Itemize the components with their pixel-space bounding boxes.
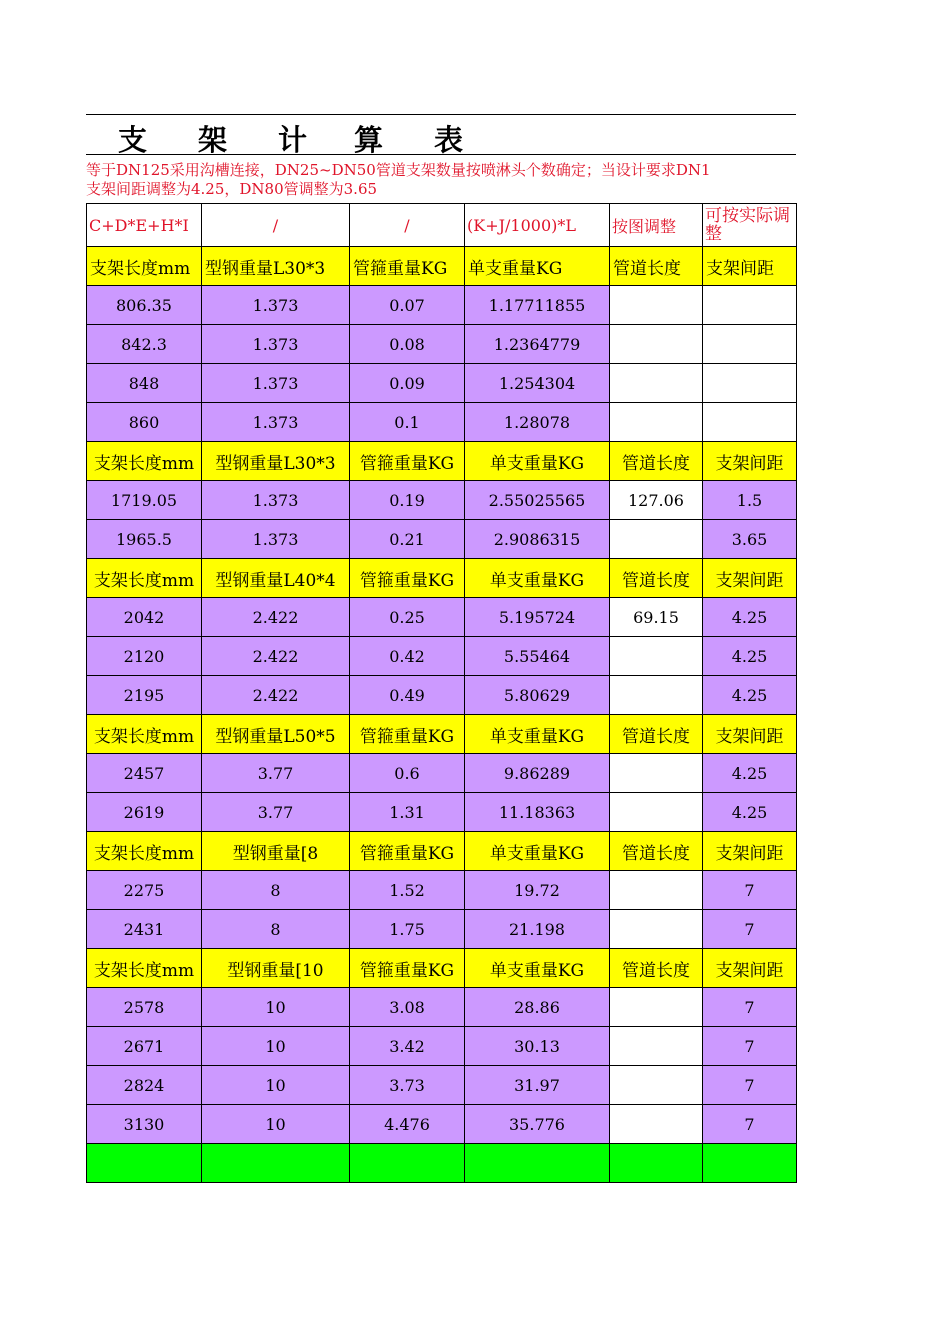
table-cell[interactable]: 4.25 xyxy=(703,637,797,676)
page-title xyxy=(86,116,796,157)
table-cell[interactable]: 0.08 xyxy=(350,325,465,364)
title-char: 架 xyxy=(198,123,228,157)
table-row xyxy=(87,364,797,403)
table-cell[interactable]: 1.75 xyxy=(350,910,465,949)
section-header-row xyxy=(87,715,797,754)
table-cell[interactable]: 35.776 xyxy=(465,1105,610,1144)
table-cell[interactable] xyxy=(610,364,703,403)
table-row xyxy=(87,910,797,949)
table-cell[interactable] xyxy=(610,754,703,793)
table-cell[interactable] xyxy=(610,403,703,442)
table-cell[interactable]: 5.195724 xyxy=(465,598,610,637)
table-cell[interactable]: 1.5 xyxy=(703,481,797,520)
table-cell[interactable]: 2578 xyxy=(87,988,202,1027)
header-cell[interactable]: 管道长度 xyxy=(610,247,703,286)
formula-cell[interactable]: (K+J/1000)*L xyxy=(465,204,610,247)
table-cell[interactable] xyxy=(610,1027,703,1066)
header-cell[interactable]: 支架间距 xyxy=(703,832,797,871)
table-cell[interactable]: 0.25 xyxy=(350,598,465,637)
formula-row xyxy=(87,204,797,247)
table-cell[interactable]: 848 xyxy=(87,364,202,403)
table-cell[interactable]: 2.9086315 xyxy=(465,520,610,559)
table-cell[interactable] xyxy=(610,1105,703,1144)
formula-cell[interactable]: 按图调整 xyxy=(610,204,703,247)
table-cell[interactable]: 7 xyxy=(703,988,797,1027)
table-cell[interactable]: 2.55025565 xyxy=(465,481,610,520)
table-row xyxy=(87,598,797,637)
table-cell[interactable] xyxy=(610,520,703,559)
header-cell[interactable]: 管箍重量KG xyxy=(350,949,465,988)
title-char: 算 xyxy=(354,123,384,157)
table-cell[interactable]: 7 xyxy=(703,1105,797,1144)
table-cell[interactable]: 860 xyxy=(87,403,202,442)
title-border-top xyxy=(86,114,796,115)
table-cell[interactable]: 4.25 xyxy=(703,793,797,832)
table-cell[interactable]: 0.21 xyxy=(350,520,465,559)
table-cell[interactable]: 2671 xyxy=(87,1027,202,1066)
header-cell[interactable]: 支架间距 xyxy=(703,559,797,598)
table-cell[interactable]: 69.15 xyxy=(610,598,703,637)
table-cell[interactable]: 2120 xyxy=(87,637,202,676)
total-cell[interactable] xyxy=(465,1144,610,1183)
table-cell[interactable]: 5.55464 xyxy=(465,637,610,676)
table-row xyxy=(87,676,797,715)
table-cell[interactable]: 2619 xyxy=(87,793,202,832)
table-row xyxy=(87,1105,797,1144)
table-row xyxy=(87,325,797,364)
title-char: 支 xyxy=(118,123,148,157)
table-cell[interactable]: 28.86 xyxy=(465,988,610,1027)
header-cell[interactable]: 管箍重量KG xyxy=(350,715,465,754)
header-cell[interactable]: 管箍重量KG xyxy=(350,559,465,598)
table-cell[interactable]: 3130 xyxy=(87,1105,202,1144)
header-cell[interactable]: 管道长度 xyxy=(610,715,703,754)
table-cell[interactable]: 842.3 xyxy=(87,325,202,364)
header-cell[interactable]: 型钢重量L30*3 xyxy=(202,442,350,481)
total-cell[interactable] xyxy=(350,1144,465,1183)
table-cell[interactable]: 1.373 xyxy=(202,520,350,559)
section-header-row xyxy=(87,442,797,481)
formula-cell[interactable]: / xyxy=(350,204,465,247)
table-cell[interactable]: 9.86289 xyxy=(465,754,610,793)
table-cell[interactable]: 3.08 xyxy=(350,988,465,1027)
header-cell[interactable]: 支架长度mm xyxy=(87,949,202,988)
table-cell[interactable]: 10 xyxy=(202,1066,350,1105)
header-cell[interactable]: 管道长度 xyxy=(610,559,703,598)
table-cell[interactable]: 2.422 xyxy=(202,598,350,637)
table-cell[interactable]: 1.254304 xyxy=(465,364,610,403)
table-row xyxy=(87,988,797,1027)
table-cell[interactable]: 4.476 xyxy=(350,1105,465,1144)
table-cell[interactable] xyxy=(610,676,703,715)
table-cell[interactable]: 7 xyxy=(703,871,797,910)
table-row xyxy=(87,286,797,325)
section-header-row xyxy=(87,949,797,988)
table-cell[interactable]: 19.72 xyxy=(465,871,610,910)
table-cell[interactable]: 3.65 xyxy=(703,520,797,559)
table-cell[interactable]: 1.17711855 xyxy=(465,286,610,325)
header-cell[interactable]: 管箍重量KG xyxy=(350,832,465,871)
table-cell[interactable]: 1.52 xyxy=(350,871,465,910)
header-cell[interactable]: 单支重量KG xyxy=(465,949,610,988)
table-row xyxy=(87,754,797,793)
header-cell[interactable]: 型钢重量[10 xyxy=(202,949,350,988)
total-cell[interactable] xyxy=(87,1144,202,1183)
table-cell[interactable]: 4.25 xyxy=(703,598,797,637)
table-cell[interactable]: 3.77 xyxy=(202,754,350,793)
header-cell[interactable]: 型钢重量L50*5 xyxy=(202,715,350,754)
section-header-row xyxy=(87,559,797,598)
table-cell[interactable]: 3.77 xyxy=(202,793,350,832)
table-cell[interactable]: 2824 xyxy=(87,1066,202,1105)
header-cell[interactable]: 支架长度mm xyxy=(87,442,202,481)
total-row xyxy=(87,1144,797,1183)
table-cell[interactable]: 11.18363 xyxy=(465,793,610,832)
header-cell[interactable]: 管道长度 xyxy=(610,832,703,871)
table-cell[interactable] xyxy=(703,325,797,364)
table-cell[interactable]: 5.80629 xyxy=(465,676,610,715)
header-cell[interactable]: 单支重量KG xyxy=(465,247,610,286)
header-cell[interactable]: 支架间距 xyxy=(703,442,797,481)
table-cell[interactable]: 2.422 xyxy=(202,676,350,715)
table-cell[interactable]: 31.97 xyxy=(465,1066,610,1105)
table-cell[interactable]: 2.422 xyxy=(202,637,350,676)
header-cell[interactable]: 支架间距 xyxy=(703,715,797,754)
table-cell[interactable]: 806.35 xyxy=(87,286,202,325)
table-cell[interactable]: 30.13 xyxy=(465,1027,610,1066)
header-cell[interactable]: 单支重量KG xyxy=(465,832,610,871)
header-cell[interactable]: 型钢重量[8 xyxy=(202,832,350,871)
total-cell[interactable] xyxy=(202,1144,350,1183)
table-cell[interactable]: 10 xyxy=(202,988,350,1027)
table-cell[interactable] xyxy=(703,364,797,403)
table-row xyxy=(87,520,797,559)
title-char: 计 xyxy=(278,123,308,157)
table-cell[interactable]: 3.42 xyxy=(350,1027,465,1066)
table-cell[interactable]: 0.09 xyxy=(350,364,465,403)
bracket-calc-table xyxy=(86,203,797,1183)
table-cell[interactable]: 1965.5 xyxy=(87,520,202,559)
table-cell[interactable]: 1.2364779 xyxy=(465,325,610,364)
table-cell[interactable]: 1719.05 xyxy=(87,481,202,520)
title-char: 表 xyxy=(434,123,464,157)
table-cell[interactable]: 7 xyxy=(703,1066,797,1105)
table-cell[interactable] xyxy=(610,1066,703,1105)
table-cell[interactable]: 2195 xyxy=(87,676,202,715)
header-cell[interactable]: 支架长度mm xyxy=(87,832,202,871)
table-cell[interactable]: 10 xyxy=(202,1105,350,1144)
table-cell[interactable] xyxy=(610,286,703,325)
table-cell[interactable]: 0.1 xyxy=(350,403,465,442)
header-cell[interactable]: 型钢重量L40*4 xyxy=(202,559,350,598)
section-header-row xyxy=(87,247,797,286)
table-cell[interactable]: 1.373 xyxy=(202,364,350,403)
table-row xyxy=(87,871,797,910)
table-cell[interactable]: 127.06 xyxy=(610,481,703,520)
header-cell[interactable]: 型钢重量L30*3 xyxy=(202,247,350,286)
table-cell[interactable] xyxy=(703,286,797,325)
table-cell[interactable]: 3.73 xyxy=(350,1066,465,1105)
table-row xyxy=(87,1066,797,1105)
table-cell[interactable]: 8 xyxy=(202,910,350,949)
table-cell[interactable]: 8 xyxy=(202,871,350,910)
table-row xyxy=(87,637,797,676)
table-cell[interactable] xyxy=(703,403,797,442)
table-cell[interactable]: 1.373 xyxy=(202,286,350,325)
table-cell[interactable]: 2275 xyxy=(87,871,202,910)
table-cell[interactable] xyxy=(610,637,703,676)
table-cell[interactable]: 0.49 xyxy=(350,676,465,715)
header-cell[interactable]: 管道长度 xyxy=(610,949,703,988)
table-cell[interactable]: 1.31 xyxy=(350,793,465,832)
total-cell[interactable] xyxy=(703,1144,797,1183)
table-cell[interactable]: 1.373 xyxy=(202,481,350,520)
table-cell[interactable] xyxy=(610,325,703,364)
header-cell[interactable]: 单支重量KG xyxy=(465,442,610,481)
table-cell[interactable]: 4.25 xyxy=(703,676,797,715)
table-row xyxy=(87,793,797,832)
note-line: 支架间距调整为4.25，DN80管调整为3.65 xyxy=(86,180,378,198)
table-row xyxy=(87,1027,797,1066)
table-cell[interactable]: 21.198 xyxy=(465,910,610,949)
note-line: 等于DN125采用沟槽连接，DN25~DN50管道支架数量按喷淋头个数确定；当设计要求DN1 xyxy=(86,161,711,179)
table-cell[interactable]: 0.6 xyxy=(350,754,465,793)
table-cell[interactable]: 2457 xyxy=(87,754,202,793)
header-cell[interactable]: 支架长度mm xyxy=(87,247,202,286)
table-cell[interactable]: 1.373 xyxy=(202,403,350,442)
table-cell[interactable]: 2042 xyxy=(87,598,202,637)
formula-cell[interactable]: C+D*E+H*I xyxy=(87,204,202,247)
header-cell[interactable]: 支架间距 xyxy=(703,949,797,988)
total-cell[interactable] xyxy=(610,1144,703,1183)
table-cell[interactable]: 7 xyxy=(703,1027,797,1066)
table-cell[interactable]: 2431 xyxy=(87,910,202,949)
header-cell[interactable]: 管箍重量KG xyxy=(350,442,465,481)
table-cell[interactable]: 0.19 xyxy=(350,481,465,520)
header-cell[interactable]: 支架间距 xyxy=(703,247,797,286)
table-cell[interactable] xyxy=(610,871,703,910)
note-text xyxy=(86,161,796,203)
table-cell[interactable]: 1.373 xyxy=(202,325,350,364)
table-cell[interactable]: 0.07 xyxy=(350,286,465,325)
header-cell[interactable]: 单支重量KG xyxy=(465,715,610,754)
table-cell[interactable]: 0.42 xyxy=(350,637,465,676)
table-cell[interactable]: 7 xyxy=(703,910,797,949)
section-header-row xyxy=(87,832,797,871)
table-cell[interactable]: 1.28078 xyxy=(465,403,610,442)
table-cell[interactable] xyxy=(610,910,703,949)
table-cell[interactable] xyxy=(610,988,703,1027)
header-cell[interactable]: 支架长度mm xyxy=(87,559,202,598)
formula-cell[interactable]: 可按实际调整 xyxy=(703,204,797,247)
table-body xyxy=(87,204,797,1183)
formula-cell[interactable]: / xyxy=(202,204,350,247)
table-row xyxy=(87,403,797,442)
table-cell[interactable] xyxy=(610,793,703,832)
header-cell[interactable]: 管箍重量KG xyxy=(350,247,465,286)
header-cell[interactable]: 单支重量KG xyxy=(465,559,610,598)
table-cell[interactable]: 10 xyxy=(202,1027,350,1066)
title-border-bottom xyxy=(86,154,796,155)
table-row xyxy=(87,481,797,520)
header-cell[interactable]: 支架长度mm xyxy=(87,715,202,754)
header-cell[interactable]: 管道长度 xyxy=(610,442,703,481)
table-cell[interactable]: 4.25 xyxy=(703,754,797,793)
